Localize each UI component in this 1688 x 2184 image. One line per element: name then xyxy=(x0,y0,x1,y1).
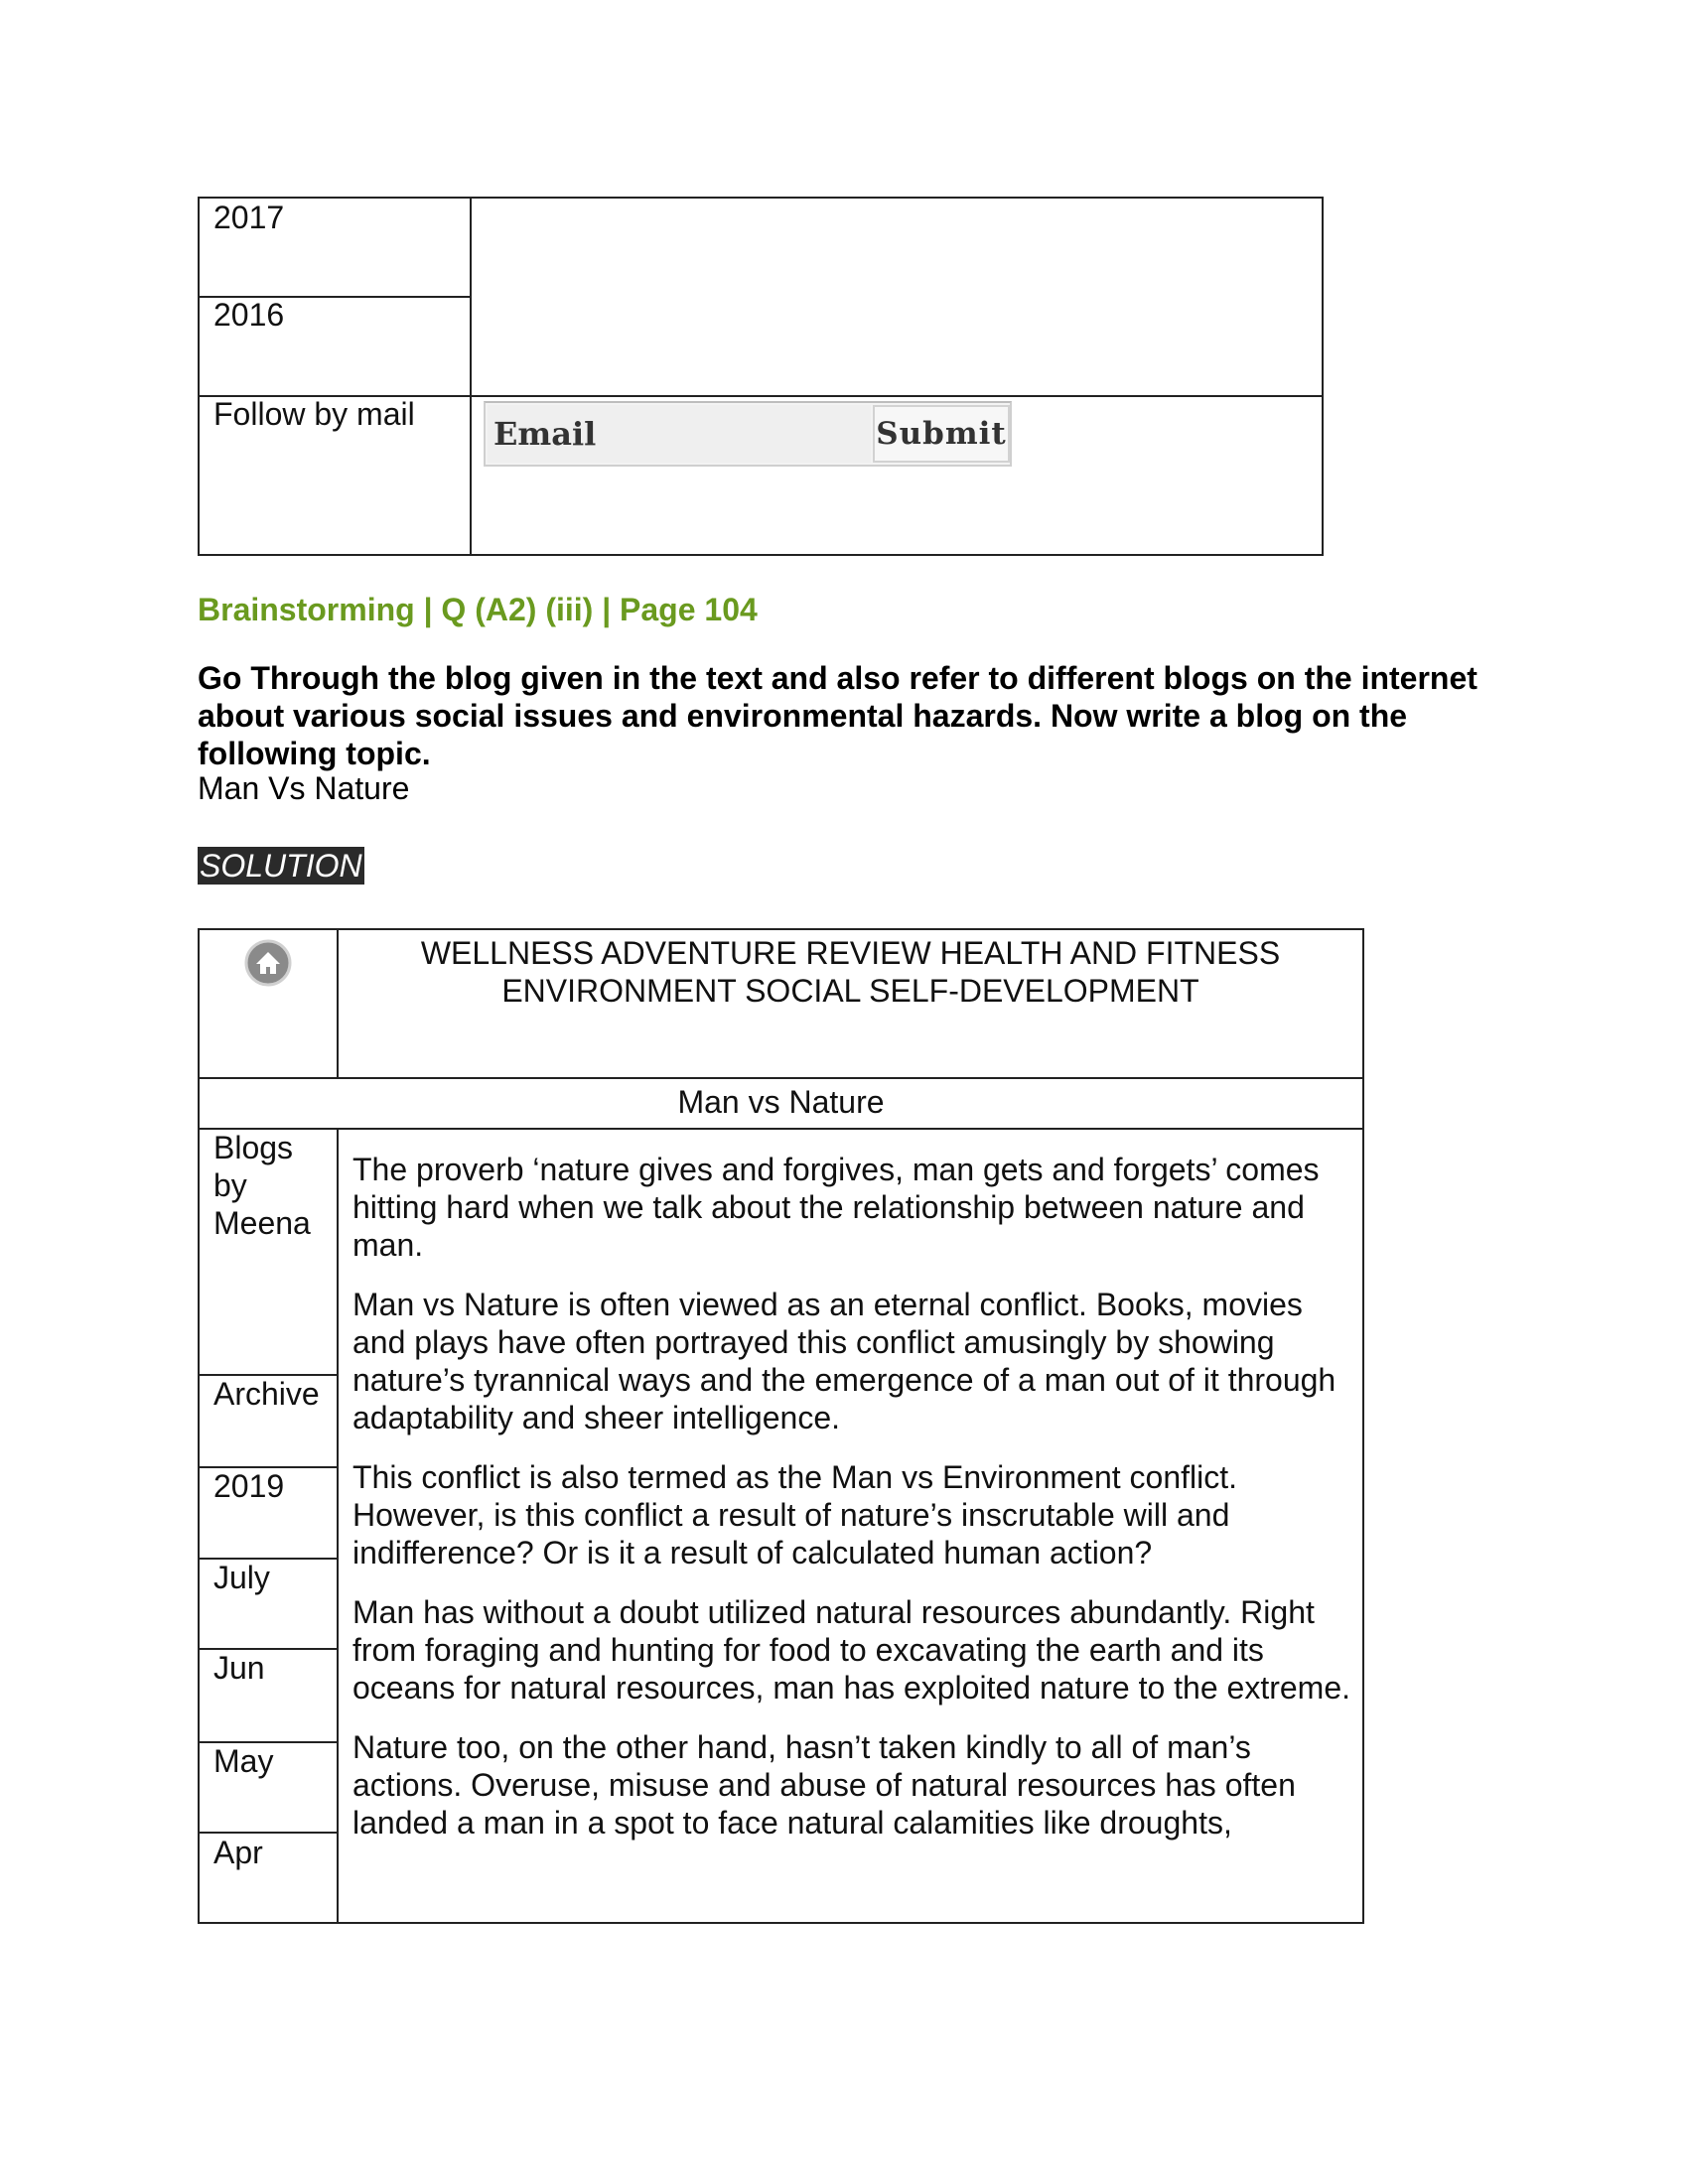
archive-table xyxy=(198,197,1324,556)
submit-button[interactable]: Submit xyxy=(873,405,1010,463)
paragraph: Man has without a doubt utilized natural resources abundantly. Right from foraging and hunting for food to excavating the earth and its oceans for natural resources, man has exploited nature to the extreme. xyxy=(352,1594,1350,1706)
paragraph: Nature too, on the other hand, hasn’t taken kindly to all of man’s actions. Overuse, misuse and abuse of natural resources has often landed a man in a spot to face natural calamities like droughts, xyxy=(352,1729,1296,1841)
blog-table xyxy=(198,928,1364,1924)
follow-by-mail-label: Follow by mail xyxy=(213,396,415,432)
nav-line-1[interactable]: WELLNESS ADVENTURE REVIEW HEALTH AND FITNESS xyxy=(420,935,1281,971)
email-input[interactable] xyxy=(488,405,871,463)
sidebar-month-may[interactable]: May xyxy=(213,1743,274,1779)
post-body xyxy=(352,1151,1355,1863)
archive-label: Archive xyxy=(213,1376,320,1412)
paragraph: Man vs Nature is often viewed as an eternal conflict. Books, movies and plays have often portrayed this conflict amusingly by showing nature’s tyrannical ways and the emergence of a man out of it through adaptability and sheer intelligence. xyxy=(352,1287,1336,1435)
follow-form xyxy=(484,401,1012,467)
paragraph: The proverb ‘nature gives and forgives, man gets and forgets’ comes hitting hard when we talk about the relationship between nature and man. xyxy=(352,1152,1320,1263)
home-icon[interactable] xyxy=(243,938,293,988)
blogs-by-author: Blogs by Meena xyxy=(213,1130,311,1241)
section-heading: Brainstorming | Q (A2) (iii) | Page 104 xyxy=(198,592,758,627)
blog-nav xyxy=(339,934,1362,1010)
archive-year-2016[interactable]: 2016 xyxy=(213,297,285,333)
question-text: Go Through the blog given in the text and also refer to different blogs on the internet about various social issues and environmental hazards. Now write a blog on the following topic. xyxy=(198,660,1477,771)
sidebar-year-2019[interactable]: 2019 xyxy=(213,1468,285,1504)
sidebar-month-july[interactable]: July xyxy=(213,1560,270,1595)
sidebar-month-jun[interactable]: Jun xyxy=(213,1650,265,1686)
paragraph: This conflict is also termed as the Man vs Environment conflict. However, is this conflict a result of nature’s inscrutable will and indifference? Or is it a result of calculated human action? xyxy=(352,1459,1238,1570)
sidebar-month-apr[interactable]: Apr xyxy=(213,1835,263,1870)
archive-year-2017[interactable]: 2017 xyxy=(213,200,285,235)
nav-line-2[interactable]: ENVIRONMENT SOCIAL SELF-DEVELOPMENT xyxy=(501,973,1199,1009)
post-title: Man vs Nature xyxy=(677,1084,885,1120)
solution-label: SOLUTION xyxy=(200,848,362,884)
topic-text: Man Vs Nature xyxy=(198,770,410,806)
